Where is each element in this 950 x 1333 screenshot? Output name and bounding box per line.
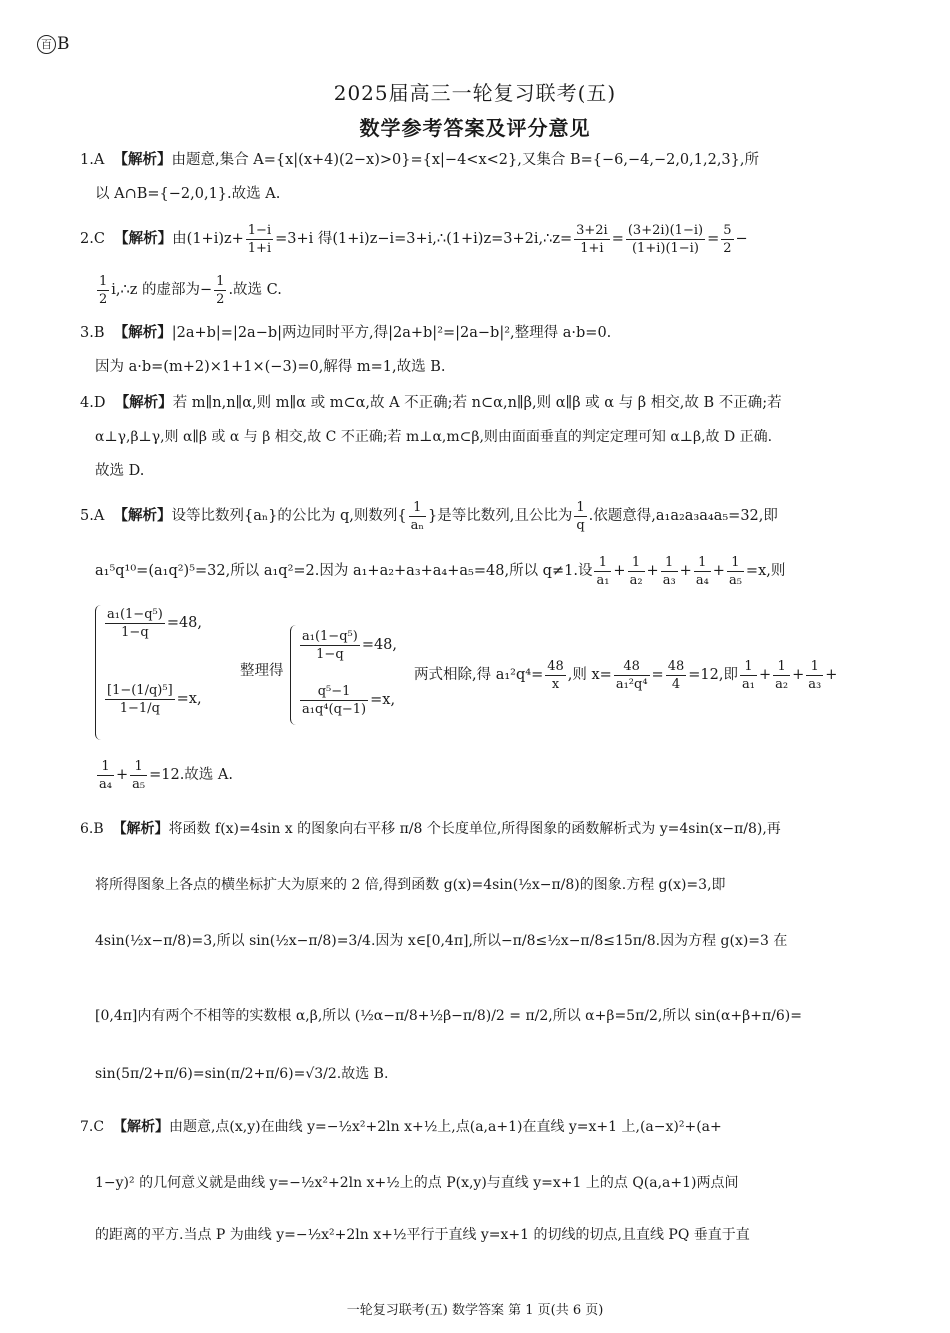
q2-text-d: =	[707, 231, 720, 247]
q2-text-b: =3+i 得(1+i)z−i=3+i,∴(1+i)z=3+2i,∴z=	[275, 231, 573, 247]
q5-plus: +	[646, 563, 659, 579]
q4-analysis-tag: 【解析】	[114, 395, 173, 411]
q2-line-2	[95, 270, 282, 310]
q2-f2-num: 3+2i	[576, 222, 608, 238]
q1-analysis-tag: 【解析】	[113, 152, 172, 168]
q5-sum-2	[773, 658, 790, 693]
q5-sum-1	[740, 658, 757, 693]
q5-sum4-num: 1	[97, 758, 114, 776]
q5-recip-2	[628, 554, 645, 589]
q2-f1-num: 1−i	[247, 222, 272, 238]
q5-sum1-den: a₁	[741, 676, 755, 692]
q5-analysis-tag: 【解析】	[113, 508, 172, 524]
q1-text-1: 由题意,集合 A={x|(x+4)(2−x)>0}={x|−4<x<2},又集合 B={−6,−4,−2,0,1,2,3},所	[171, 152, 759, 168]
q5-r3-num: 1	[661, 554, 678, 572]
q2-fraction-4	[721, 222, 733, 257]
q7-analysis-tag: 【解析】	[112, 1119, 169, 1135]
q7-text-1: 由题意,点(x,y)在曲线 y=−½x²+2ln x+½上,点(a,a+1)在直线 y=x+1 上,(a−x)²+(a+	[168, 1119, 722, 1135]
q5-text-a: 设等比数列{aₙ}的公比为 q,则数列{	[171, 508, 407, 524]
q5-text-h: =	[651, 667, 664, 683]
q5-result-line	[414, 655, 837, 695]
q5-recip-3	[661, 554, 678, 589]
q5-fb-num: 1	[574, 499, 586, 517]
q4-line-2: α⊥γ,β⊥γ,则 α∥β 或 α 与 β 相交,故 C 不正确;若 m⊥α,m⊂β,则由面面垂直的判定定理可知 α⊥β,故 D 正确.	[95, 429, 773, 445]
q5-r1-num: 1	[594, 554, 611, 572]
q5-sys2-frac1	[300, 628, 360, 663]
q5-line-2	[95, 551, 785, 591]
q5-plus: +	[679, 563, 692, 579]
q5-g1-num: 48	[547, 658, 564, 674]
q4-answer: 4.D	[80, 395, 106, 411]
q5-r5-num: 1	[727, 554, 744, 572]
q5-text-e: 两式相除,得 a₁²q⁴=	[414, 667, 544, 683]
q5-fraction-a	[409, 499, 426, 534]
q5-g3-num: 48	[667, 658, 685, 674]
q5-g2-num: 48	[614, 658, 650, 676]
q5-s2-den: 1−1/q	[119, 700, 160, 716]
q6-analysis-tag: 【解析】	[112, 821, 169, 837]
q5-fa-den: aₙ	[410, 517, 424, 533]
q2-f4-num: 5	[723, 222, 732, 238]
q5-g2-den: a₁²q⁴	[615, 676, 648, 692]
q2-line-1	[80, 219, 748, 259]
q5-r2-num: 1	[628, 554, 645, 572]
q5-fb-den: q	[576, 517, 585, 533]
document-subtitle: 数学参考答案及评分意见	[359, 116, 591, 140]
q2-text-a: 由(1+i)z+	[172, 231, 244, 247]
q3-line-2: 因为 a·b=(m+2)×1+1×(−3)=0,解得 m=1,故选 B.	[95, 359, 446, 375]
q5-g1-den: x	[551, 676, 560, 692]
q5-t2-num: q⁵−1	[300, 683, 368, 701]
q5-sys1-frac1	[105, 606, 165, 641]
paper-code-letter: B	[57, 34, 70, 54]
q2-fraction-2	[574, 222, 610, 257]
q5-sum-5	[130, 758, 147, 793]
q2-fraction-5	[97, 273, 109, 308]
q5-system-2-brace	[290, 625, 297, 725]
q5-system-1-brace	[95, 605, 102, 740]
q2-f6-den: 2	[216, 291, 225, 307]
q5-recip-1	[594, 554, 611, 589]
q6-text-1: 将函数 f(x)=4sin x 的图象向右平移 π/8 个长度单位,所得图象的函数解析式为 y=4sin(x−π/8),再	[168, 821, 781, 837]
q5-sys1-eq1	[103, 605, 202, 641]
q5-sum3-den: a₃	[808, 676, 822, 692]
q5-sum2-den: a₂	[775, 676, 789, 692]
q2-f3-num: (3+2i)(1−i)	[627, 222, 704, 238]
q5-sys1-frac2	[105, 682, 175, 717]
q4-text-1: 若 m∥n,n∥α,则 m∥α 或 m⊂α,故 A 不正确;若 n⊂α,n∥β,则 α∥β 或 α 与 β 相交,故 B 不正确;若	[172, 395, 782, 411]
q6-line-3: 4sin(½x−π/8)=3,所以 sin(½x−π/8)=3/4.因为 x∈[0,4π],所以−π/8≤½x−π/8≤15π/8.因为方程 g(x)=3 在	[95, 933, 788, 949]
q5-sum1-num: 1	[740, 658, 757, 676]
q5-sys1-eq2	[103, 673, 202, 725]
q5-t2-den: a₁q⁴(q−1)	[302, 701, 367, 717]
q5-simplify-label: 整理得	[240, 663, 284, 679]
q5-text-l2a: a₁⁵q¹⁰=(a₁q²)⁵=32,所以 a₁q²=2.因为 a₁+a₂+a₃+a₄+a₅=48,所以 q≠1.设	[95, 563, 593, 579]
q2-fraction-1	[246, 222, 273, 257]
q5-t1-rhs: =48,	[361, 637, 398, 653]
q5-recip-5	[727, 554, 744, 589]
q5-plus: +	[613, 563, 626, 579]
q5-sum3-num: 1	[806, 658, 823, 676]
q1-line-2: 以 A∩B={−2,0,1}.故选 A.	[95, 186, 281, 202]
q5-text-f: ,则 x=	[567, 667, 612, 683]
q1-line-1	[80, 149, 759, 171]
q2-fraction-3	[626, 222, 705, 257]
q4-line-3: 故选 D.	[95, 463, 145, 479]
q2-answer: 2.C	[80, 231, 105, 247]
exam-title: 2025届高三一轮复习联考(五)	[333, 81, 617, 105]
q5-system-2	[290, 625, 415, 725]
q2-text-e: −	[735, 231, 748, 247]
q2-f3-den: (1+i)(1−i)	[631, 240, 699, 256]
paper-code-circle: 百	[37, 35, 56, 54]
q5-sum4-den: a₄	[99, 776, 112, 792]
q2-text-h: .故选 C.	[228, 282, 282, 298]
page-footer: 一轮复习联考(五) 数学答案 第 1 页(共 6 页)	[346, 1303, 604, 1318]
q5-sum5-num: 1	[130, 758, 147, 776]
q2-f2-den: 1+i	[580, 240, 604, 256]
q7-line-2: 1−y)² 的几何意义就是曲线 y=−½x²+2ln x+½上的点 P(x,y)与直线 y=x+1 上的点 Q(a,a+1)两点间	[95, 1175, 739, 1191]
q5-text-j: =12.故选 A.	[149, 767, 233, 783]
q5-sum-3	[806, 658, 823, 693]
q5-r2-den: a₂	[629, 572, 643, 588]
q5-plus: +	[712, 563, 725, 579]
q5-text-c: .依题意得,a₁a₂a₃a₄a₅=32,即	[588, 508, 778, 524]
q7-line-3: 的距离的平方.当点 P 为曲线 y=−½x²+2ln x+½平行于直线 y=x+1 的切线的切点,且直线 PQ 垂直于直	[95, 1227, 750, 1243]
q2-f5-den: 2	[99, 291, 108, 307]
q5-t1-num: a₁(1−q⁵)	[302, 628, 358, 644]
q5-plus: +	[115, 767, 129, 783]
q2-f5-num: 1	[99, 273, 108, 289]
q6-line-5: sin(5π/2+π/6)=sin(π/2+π/6)=√3/2.故选 B.	[95, 1066, 389, 1082]
q2-analysis-tag: 【解析】	[114, 231, 173, 247]
q3-text-1: |2a+b|=|2a−b|两边同时平方,得|2a+b|²=|2a−b|²,整理得 a·b=0.	[171, 325, 612, 341]
q3-answer: 3.B	[80, 325, 105, 341]
q5-text-eqx: =x,则	[745, 563, 786, 579]
q5-answer: 5.A	[80, 508, 105, 524]
q5-line-final	[95, 755, 233, 795]
q6-line-1	[80, 818, 781, 840]
q2-text-g: i,∴z 的虚部为−	[111, 282, 213, 298]
q4-line-1	[80, 392, 782, 414]
q7-line-1	[80, 1116, 722, 1138]
q5-sum2-num: 1	[773, 658, 790, 676]
q5-s2-rhs: =x,	[176, 691, 202, 707]
q5-sys2-eq1	[298, 625, 397, 665]
q5-g3	[666, 658, 687, 693]
q2-text-c: =	[611, 231, 624, 247]
q5-r4-den: a₄	[695, 572, 709, 588]
q2-f6-num: 1	[216, 273, 225, 289]
q2-f4-den: 2	[723, 240, 732, 256]
q6-line-2: 将所得图象上各点的横坐标扩大为原来的 2 倍,得到函数 g(x)=4sin(½x−π/8)的图象.方程 g(x)=3,即	[95, 877, 726, 893]
q5-plus: +	[792, 667, 805, 683]
q5-g2	[614, 658, 650, 693]
q5-r1-den: a₁	[596, 572, 610, 588]
q5-s1-rhs: =48,	[166, 615, 203, 631]
q5-s1-num: a₁(1−q⁵)	[107, 606, 163, 622]
q5-plus: +	[758, 667, 772, 683]
q5-sys2-eq2	[298, 680, 395, 720]
q5-system-1	[95, 605, 240, 740]
q5-text-i: =12,即	[688, 667, 738, 683]
q5-r3-den: a₃	[662, 572, 676, 588]
q5-r5-den: a₅	[728, 572, 742, 588]
q5-sum5-den: a₅	[132, 776, 146, 792]
q2-f1-den: 1+i	[247, 240, 272, 256]
q5-recip-4	[694, 554, 711, 589]
q5-t1-den: 1−q	[316, 646, 344, 662]
q6-answer: 6.B	[80, 821, 104, 837]
q5-line-1	[80, 496, 778, 536]
q5-fa-num: 1	[409, 499, 426, 517]
q5-g3-den: 4	[671, 676, 681, 692]
q5-plus: +	[825, 667, 838, 683]
q5-text-b: }是等比数列,且公比为	[428, 508, 573, 524]
q5-sys2-frac2	[300, 683, 368, 718]
q3-line-1	[80, 322, 611, 344]
q2-fraction-6	[214, 273, 226, 308]
q5-r4-num: 1	[694, 554, 711, 572]
q6-line-4: [0,4π]内有两个不相等的实数根 α,β,所以 (½α−π/8+½β−π/8)/2 = π/2,所以 α+β=5π/2,所以 sin(α+β+π/6)=	[95, 1008, 802, 1024]
paper-code-mark	[37, 34, 70, 54]
q7-answer: 7.C	[80, 1119, 105, 1135]
q5-sum-4	[97, 758, 114, 793]
q5-s1-den: 1−q	[121, 624, 149, 640]
q5-t2-rhs: =x,	[370, 692, 396, 708]
q3-analysis-tag: 【解析】	[113, 325, 172, 341]
q5-fraction-b	[574, 499, 586, 534]
q5-g1	[545, 658, 566, 693]
q1-answer: 1.A	[80, 152, 105, 168]
q5-s2-num: [1−(1/q)⁵]	[107, 682, 173, 698]
